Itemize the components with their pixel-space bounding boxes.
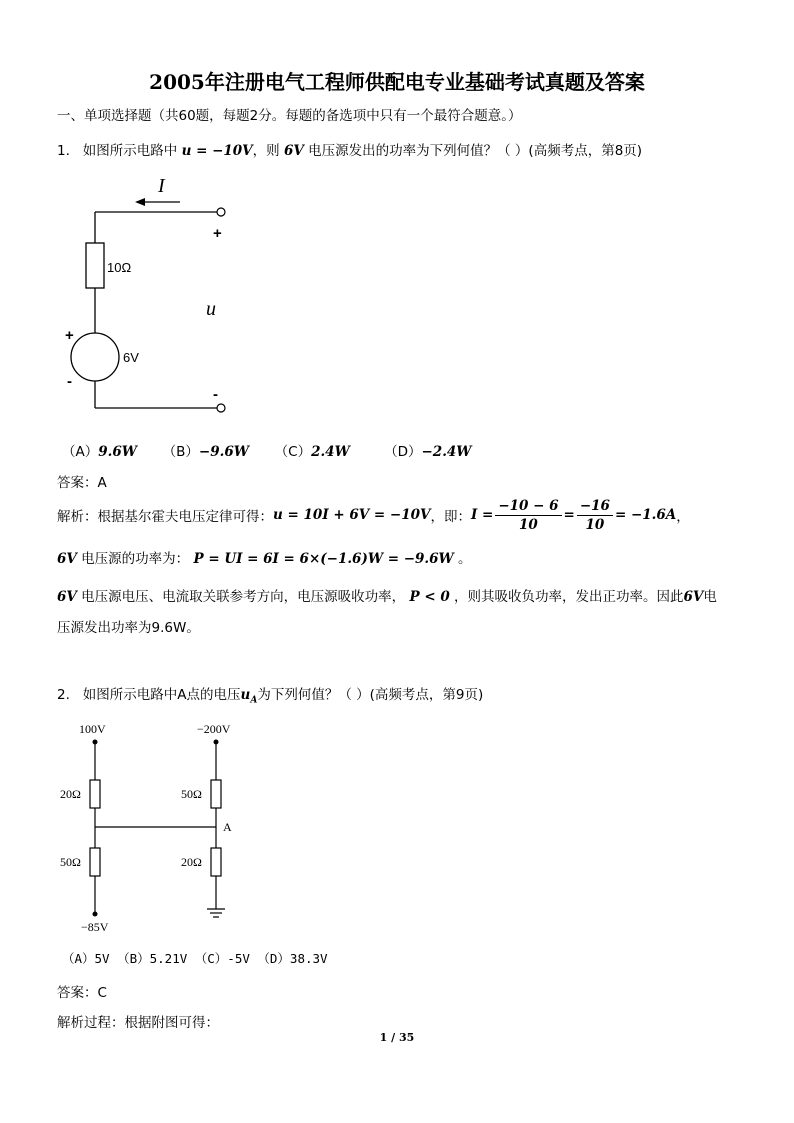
stem-text: 电压源发出的功率为下列何值？（ ）(高频考点，第8页)	[308, 143, 643, 159]
stem-bold: 6V	[283, 143, 304, 159]
minus-sign: -	[213, 386, 218, 403]
option-c-label: （C）	[274, 444, 312, 460]
voltage-label: −85V	[81, 920, 109, 934]
equals-sign: =	[563, 507, 575, 523]
resistor-label: 20Ω	[181, 855, 202, 869]
option-b: −9.6W	[198, 444, 249, 460]
explanation-1-line-3	[57, 585, 717, 605]
stem-text: 为下列何值？（ ）(高频考点，第9页)	[257, 687, 484, 703]
current-equation: I =	[471, 507, 494, 523]
stem-equation: u = −10V	[181, 143, 253, 159]
page-number: 1 / 35	[379, 1031, 415, 1044]
section-heading: 一、单项选择题（共60题，每题2分。每题的备选项中只有一个最符合题意。）	[57, 108, 522, 124]
explanation-1-line-1	[57, 494, 690, 536]
option-b-label: （B）	[162, 444, 199, 460]
question-1-stem	[57, 139, 642, 159]
option-a: 9.6W	[98, 444, 137, 460]
explanation-text: ，即：	[430, 509, 471, 525]
page-title: 2005年注册电气工程师供配电专业基础考试真题及答案	[149, 70, 645, 94]
minus-sign: -	[67, 373, 72, 390]
explanation-2: 解析过程：根据附图可得：	[57, 1015, 219, 1031]
kvl-equation: u = 10I + 6V = −10V	[273, 507, 431, 523]
fraction-denominator: 10	[585, 516, 605, 533]
answer-2: 答案：C	[57, 985, 107, 1001]
plus-sign: +	[213, 225, 222, 242]
resistor-label: 50Ω	[60, 855, 81, 869]
answer-1: 答案：A	[57, 475, 107, 491]
explanation-text: 。	[457, 551, 472, 567]
question-number: 2.	[57, 687, 70, 703]
fraction-denominator: 10	[519, 516, 538, 533]
fraction-numerator: −10 − 6	[495, 498, 561, 516]
explanation-text: 解析：根据基尔霍夫电压定律可得：	[57, 509, 273, 525]
stem-text: ，则	[252, 143, 280, 159]
question-number: 1.	[57, 143, 70, 159]
stem-text: 如图所示电路中A点的电压	[82, 687, 241, 703]
options-2: （A）5V （B）5.21V （C）-5V （D）38.3V	[62, 951, 328, 966]
option-d-label: （D）	[384, 444, 422, 460]
bold-term: 6V	[57, 589, 77, 605]
stem-subscript: A	[250, 695, 258, 706]
option-a-label: （A）	[62, 444, 99, 460]
inequality: P < 0	[409, 589, 450, 605]
explanation-1-line-2	[57, 547, 471, 567]
option-d: −2.4W	[421, 444, 472, 460]
stem-text: 如图所示电路中	[82, 143, 178, 159]
plus-sign: +	[65, 327, 74, 344]
voltage-label: 100V	[79, 722, 106, 736]
current-result: = −1.6A	[614, 507, 677, 523]
resistor-label: 20Ω	[60, 787, 81, 801]
resistor-label: 10Ω	[107, 260, 132, 275]
explanation-text: 电压源电压、电流取关联参考方向，电压源吸收功率，	[81, 589, 406, 605]
option-c: 2.4W	[311, 444, 350, 460]
bold-term: 6V	[57, 551, 77, 567]
explanation-text: 电	[703, 589, 717, 605]
fraction-numerator: −16	[577, 498, 613, 516]
circuit-diagram-1	[55, 168, 255, 423]
fraction-1	[495, 498, 561, 533]
stem-equation: u	[240, 687, 251, 703]
explanation-text: ，则其吸收负功率，发出正功率。因此	[454, 589, 684, 605]
voltage-label: −200V	[197, 722, 231, 736]
options-1	[62, 440, 471, 460]
node-label: A	[223, 820, 232, 834]
source-label: 6V	[123, 350, 139, 365]
explanation-1-line-4: 压源发出功率为9.6W。	[57, 620, 200, 636]
circuit-diagram-2	[55, 716, 255, 938]
fraction-2	[577, 498, 613, 533]
explanation-text: 电压源的功率为：	[81, 551, 190, 567]
bold-term: 6V	[683, 589, 704, 605]
voltage-u-label: u	[206, 298, 216, 320]
explanation-text: ，	[676, 509, 690, 525]
power-equation: P = UI = 6I = 6×(−1.6)W = −9.6W	[193, 551, 454, 567]
question-2-stem	[57, 683, 483, 706]
current-label: I	[158, 175, 165, 197]
resistor-label: 50Ω	[181, 787, 202, 801]
